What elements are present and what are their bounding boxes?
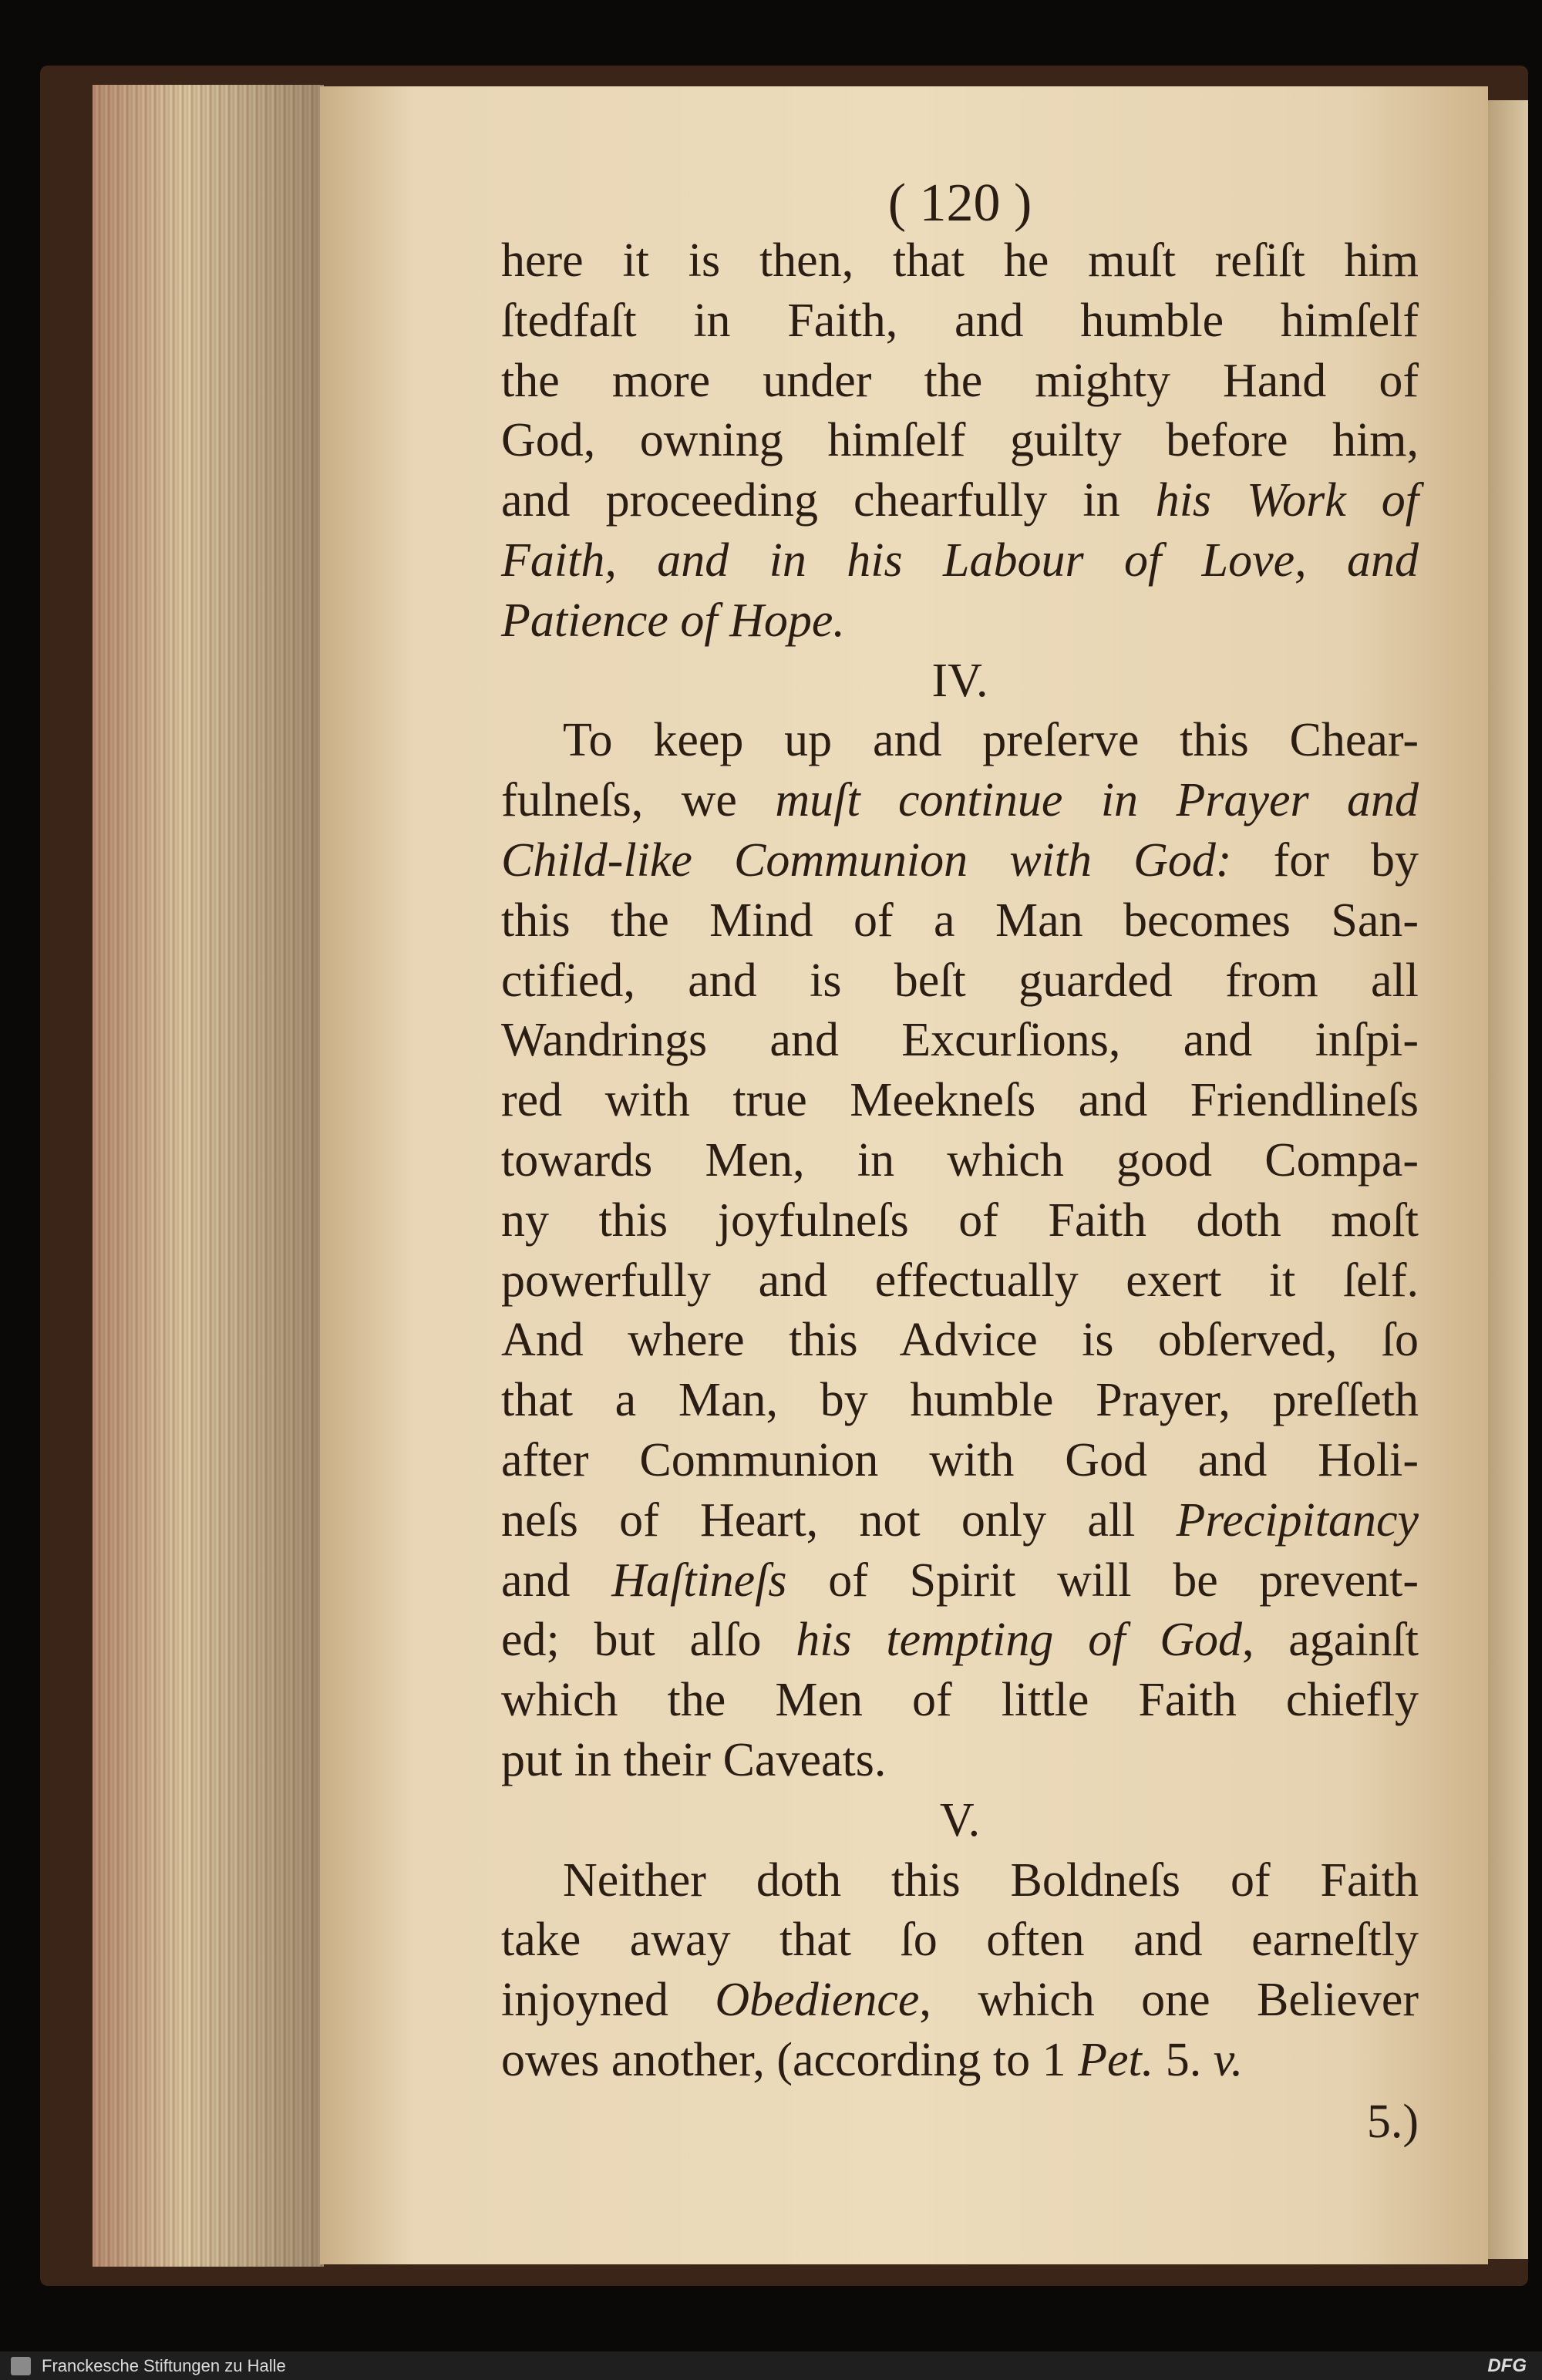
text-run: , againſt (1241, 1614, 1419, 1667)
text-line (501, 411, 1419, 470)
italic-run: v. (1213, 2034, 1244, 2086)
italic-run: Child-like Communion with God: (501, 834, 1232, 887)
text-run: fulneſs, we (501, 774, 776, 827)
italic-run: muſt continue in Prayer and (775, 774, 1419, 827)
dfg-logo: DFG (1487, 2355, 1527, 2376)
text-line (501, 352, 1419, 410)
text-run: And where this Advice is obſerved, ſo (501, 1314, 1419, 1367)
text-run: take away that ſo often and earneſtly (501, 1914, 1419, 1967)
text-run: put in their Caveats. (501, 1734, 887, 1786)
text-run: for by (1231, 834, 1419, 887)
italic-run: Obedience (715, 1974, 920, 2027)
footer-bar (0, 2351, 1542, 2380)
text-line (501, 1071, 1419, 1129)
text-line (501, 1910, 1419, 1969)
text-line (501, 891, 1419, 950)
text-run: ny this joyfulneſs of Faith doth moſt (501, 1193, 1419, 1247)
text-run: powerfully and effectually exert it ſelf. (501, 1254, 1419, 1307)
text-line (501, 1371, 1419, 1429)
text-line (501, 1311, 1419, 1369)
page-number: ( 120 ) (887, 173, 1032, 233)
text-run: 5. (1153, 2034, 1214, 2086)
text-line (501, 831, 1419, 890)
text-line (501, 471, 1419, 530)
text-run: and proceeding chearfully in (501, 474, 1156, 527)
footer-label: Franckesche Stiftungen zu Halle (42, 2356, 286, 2375)
italic-run: Patience of Hope. (501, 594, 845, 647)
italic-run: Haſtineſs (611, 1554, 787, 1607)
text-line (501, 1971, 1419, 2029)
text-line (501, 231, 1419, 290)
text-line (501, 1731, 1419, 1789)
text-line (563, 1851, 1419, 1910)
text-run: To keep up and preſerve this Chear- (563, 714, 1419, 767)
text-run: that a Man, by humble Prayer, preſſeth (501, 1374, 1419, 1427)
text-line (501, 1431, 1419, 1490)
text-run: here it is then, that he muſt reſiſt him (501, 234, 1419, 287)
text-run: which the Men of little Faith chiefly (501, 1674, 1419, 1727)
text-line (501, 1491, 1419, 1550)
text-line (501, 1131, 1419, 1190)
italic-run: Precipitancy (1176, 1493, 1419, 1547)
text-run: ed; but alſo (501, 1614, 796, 1667)
text-line (501, 771, 1419, 830)
text-line (501, 951, 1419, 1010)
text-line (501, 1551, 1419, 1610)
italic-run: Faith, and in his Labour of Love, and (501, 534, 1419, 587)
italic-run: his tempting of God (796, 1614, 1242, 1667)
text-line (501, 1011, 1419, 1069)
text-run: IV. (931, 654, 988, 707)
text-line (501, 2031, 1419, 2089)
text-line (501, 591, 1419, 650)
section-heading (501, 1791, 1419, 1850)
section-heading (501, 651, 1419, 710)
italic-run: his Work of (1155, 474, 1419, 527)
text-run: of Spirit will be prevent- (786, 1554, 1419, 1607)
text-run: ſtedfaſt in Faith, and humble himſelf (501, 294, 1419, 347)
text-line (501, 1611, 1419, 1669)
text-run: red with true Meekneſs and Friendlineſs (501, 1074, 1419, 1127)
text-line (501, 1191, 1419, 1250)
text-line (563, 711, 1419, 769)
text-run: and (501, 1554, 612, 1607)
text-run: ctified, and is beſt guarded from all (501, 954, 1419, 1007)
text-run: Neither doth this Boldneſs of Faith (563, 1853, 1419, 1907)
text-run: after Communion with God and Holi- (501, 1434, 1419, 1486)
text-run: V. (939, 1793, 981, 1846)
text-line (501, 531, 1419, 590)
text-run: the more under the mighty Hand of (501, 354, 1419, 407)
text-run: Wandrings and Excurſions, and inſpi- (501, 1014, 1419, 1067)
text-line (501, 1671, 1419, 1729)
text-run: owes another, (according to 1 (501, 2034, 1079, 2086)
text-line (501, 291, 1419, 350)
catchword: 5.) (1366, 2096, 1419, 2148)
text-line (501, 1251, 1419, 1310)
page-edges (93, 85, 324, 2267)
text-run: neſs of Heart, not only all (501, 1493, 1177, 1547)
text-run: injoyned (501, 1974, 715, 2027)
italic-run: Pet. (1078, 2034, 1154, 2086)
facing-page-edge (1488, 100, 1528, 2259)
text-run: , which one Believer (919, 1974, 1419, 2027)
institution-logo-icon (11, 2357, 31, 2375)
text-run: this the Mind of a Man becomes San- (501, 894, 1419, 947)
text-run: towards Men, in which good Compa- (501, 1134, 1419, 1187)
text-run: God, owning himſelf guilty before him, (501, 414, 1419, 467)
